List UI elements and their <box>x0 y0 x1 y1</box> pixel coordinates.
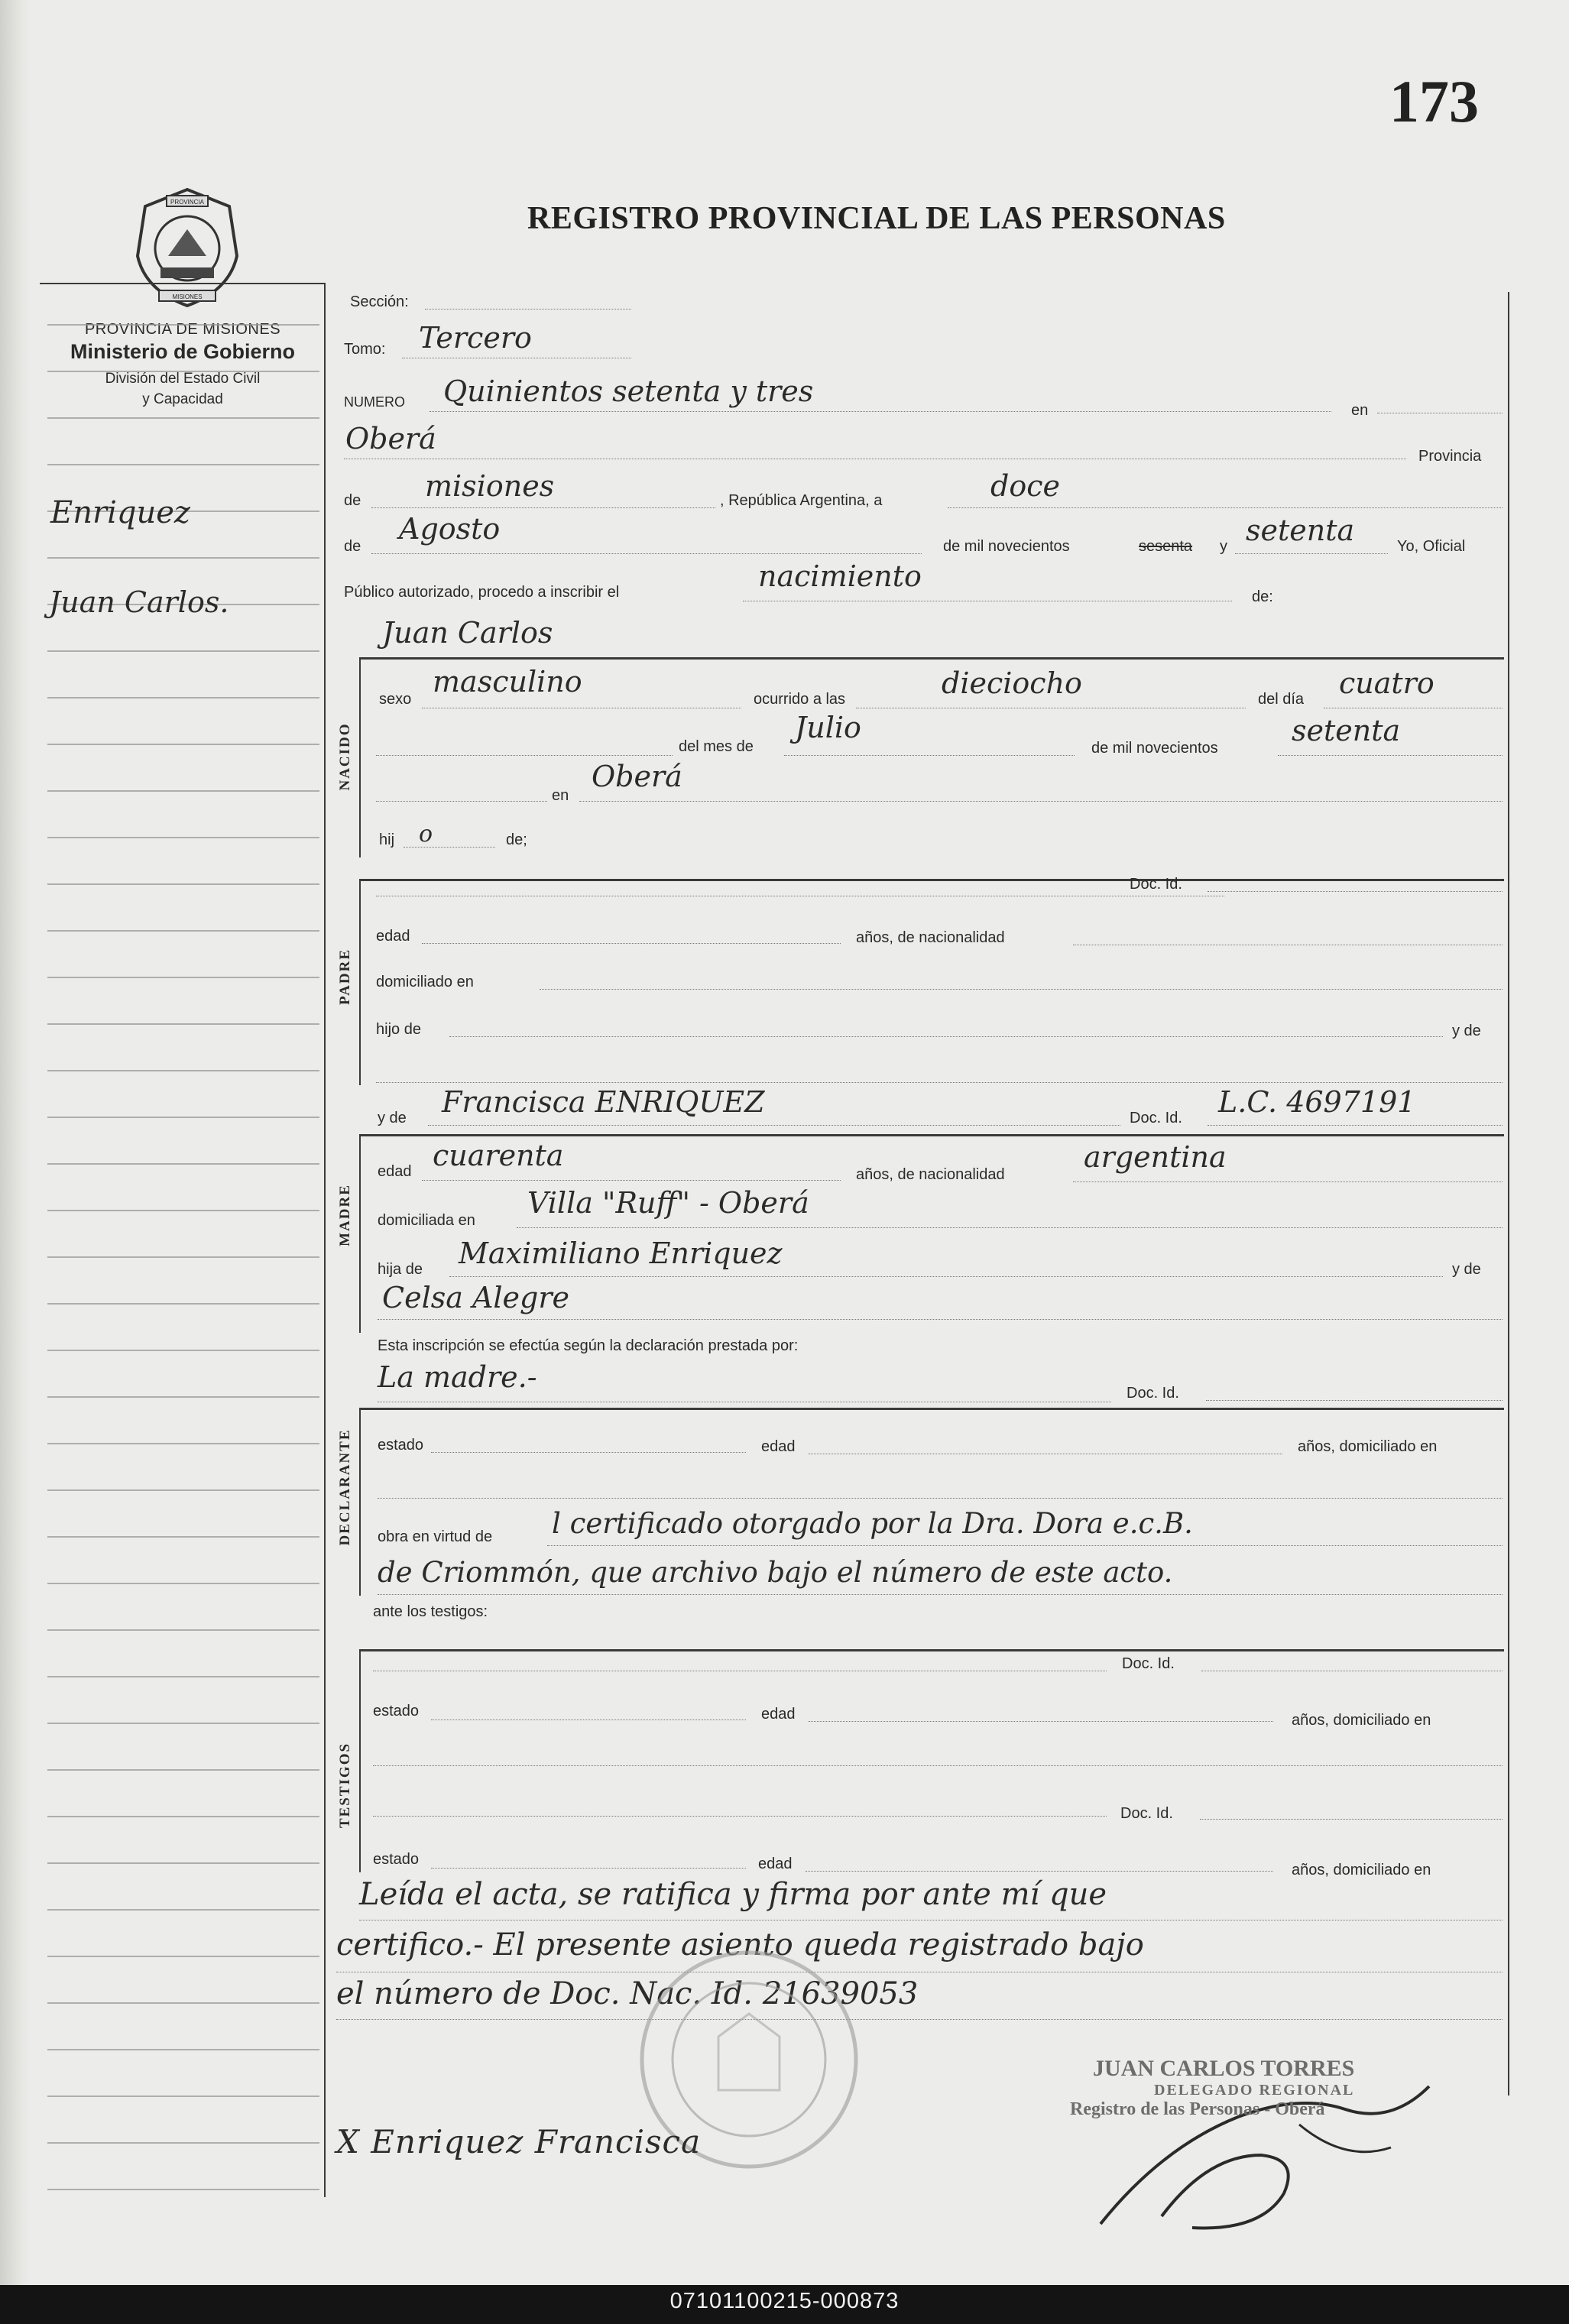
line-doc-padre <box>1208 891 1503 892</box>
section-nacido: NACIDO <box>337 722 353 791</box>
label-nacionalidad-madre: años, de nacionalidad <box>856 1166 1005 1183</box>
binder-edge <box>0 0 31 2285</box>
line-hijo-de <box>449 1036 1443 1037</box>
hw-cierre-1: Leída el acta, se ratifica y firma por ante mí que <box>359 1877 1107 1912</box>
hw-madre-doc: L.C. 4697191 <box>1218 1085 1416 1119</box>
line-madre-abuela <box>378 1319 1503 1320</box>
rule-padre-top <box>359 879 1504 881</box>
rule-nacido-top <box>359 657 1504 660</box>
line-hija-de <box>449 1276 1443 1277</box>
division-subname: y Capacidad <box>142 391 223 407</box>
line-pre-mes <box>376 755 673 756</box>
label-domiciliado-testigo2: años, domiciliado en <box>1292 1862 1431 1878</box>
line-obra-2 <box>378 1594 1503 1595</box>
label-estado-testigo2: estado <box>373 1851 420 1868</box>
hw-ano: setenta <box>1246 514 1355 547</box>
hw-lugar: Oberá <box>345 422 436 455</box>
bracket-nacido <box>359 657 361 857</box>
rule-testigos-top <box>359 1649 1504 1651</box>
section-declarante: DECLARANTE <box>337 1428 353 1546</box>
label-en: en <box>1351 402 1369 419</box>
declarant-signature: X Enriquez Francisca <box>336 2123 702 2160</box>
line-mes <box>371 553 922 554</box>
line-domicilio-madre <box>517 1227 1503 1228</box>
label-del-mes: del mes de <box>679 738 754 755</box>
form-right-border <box>1508 292 1509 2095</box>
label-ante-testigos: ante los testigos: <box>373 1603 488 1620</box>
hw-madre-nacionalidad: argentina <box>1084 1140 1227 1174</box>
hw-mes-nac: Julio <box>795 711 861 744</box>
label-y-de-madre: y de <box>378 1110 407 1126</box>
label-inscripcion: Esta inscripción se efectúa según la declaración prestada por: <box>378 1337 799 1354</box>
line-edad-testigo1 <box>809 1721 1273 1722</box>
label-doc-id-madre: Doc. Id. <box>1130 1110 1182 1126</box>
label-de-colon: de: <box>1252 588 1273 605</box>
line-estado-declarante <box>431 1452 746 1453</box>
label-estado-testigo1: estado <box>373 1703 420 1720</box>
line-cierre-3 <box>336 2019 1503 2020</box>
official-seal <box>1070 2056 1354 2120</box>
line-domicilio-padre <box>540 989 1503 990</box>
line-ano-nac <box>1278 755 1503 756</box>
line-obra-1 <box>547 1545 1503 1546</box>
official-role: DELEGADO REGIONAL <box>1154 2082 1355 2099</box>
label-de-mil-novecientos: de mil novecientos <box>943 538 1070 555</box>
label-seccion: Sección: <box>350 293 409 310</box>
label-edad-madre: edad <box>378 1163 412 1180</box>
section-madre: MADRE <box>337 1184 353 1246</box>
line-ano <box>1235 553 1388 554</box>
official-name: JUAN CARLOS TORRES <box>1093 2056 1355 2081</box>
bracket-declarante <box>359 1408 361 1596</box>
label-domiciliada: domiciliada en <box>378 1212 475 1229</box>
label-doc-id-testigo1: Doc. Id. <box>1122 1655 1175 1672</box>
label-de-semicolon: de; <box>506 831 527 848</box>
label-doc-id-testigo2: Doc. Id. <box>1120 1805 1173 1822</box>
line-padre-abuela <box>376 1082 1503 1083</box>
hw-numero: Quinientos setenta y tres <box>443 374 814 408</box>
rule-declarante-top <box>359 1408 1504 1410</box>
hw-madre-domicilio: Villa "Ruff" - Oberá <box>527 1186 809 1220</box>
line-numero <box>430 411 1331 412</box>
label-yo-oficial: Yo, Oficial <box>1397 538 1466 555</box>
label-obra: obra en virtud de <box>378 1528 493 1545</box>
label-numero: NUMERO <box>344 394 405 410</box>
hw-dia-nac: cuatro <box>1339 666 1434 700</box>
label-ocurrido: ocurrido a las <box>754 691 846 708</box>
line-nacionalidad-madre <box>1073 1181 1503 1182</box>
line-edad-padre <box>422 943 841 944</box>
section-padre: PADRE <box>337 948 353 1006</box>
hw-madre-edad: cuarenta <box>433 1139 564 1172</box>
label-nacionalidad-padre: años, de nacionalidad <box>856 929 1005 946</box>
label-edad-padre: edad <box>376 928 410 945</box>
line-doc-madre <box>1208 1125 1503 1126</box>
line-estado-testigo2 <box>431 1868 746 1869</box>
rule-madre-top <box>359 1134 1504 1136</box>
label-edad-testigo2: edad <box>758 1856 793 1872</box>
section-testigos: TESTIGOS <box>337 1742 353 1829</box>
margin-column-border <box>324 283 326 2197</box>
line-madre-nombre <box>428 1125 1120 1126</box>
label-doc-id-declarante: Doc. Id. <box>1127 1385 1179 1402</box>
division-name: División del Estado Civil <box>105 371 261 387</box>
line-hij <box>404 847 495 848</box>
line-pre-en <box>376 801 547 802</box>
line-doc-testigo2 <box>1200 1819 1503 1820</box>
label-de-provincia: de <box>344 492 361 509</box>
hw-madre-padre: Maximiliano Enriquez <box>459 1237 783 1270</box>
hw-tomo: Tercero <box>419 321 532 355</box>
label-publico: Público autorizado, procedo a inscribir el <box>344 584 620 601</box>
label-domiciliado-declarante: años, domiciliado en <box>1298 1438 1438 1455</box>
label-hij: hij <box>379 831 395 848</box>
document-title: REGISTRO PROVINCIAL DE LAS PERSONAS <box>527 201 1226 236</box>
margin-surname: Enriquez <box>50 495 190 530</box>
line-domicilio-testigo1 <box>373 1765 1503 1766</box>
hw-dia: doce <box>990 469 1060 503</box>
hw-mes: Agosto <box>399 512 501 546</box>
label-en-nac: en <box>552 787 569 804</box>
label-domiciliado-testigo1: años, domiciliado en <box>1292 1712 1431 1729</box>
hw-obra-1: l certificado otorgado por la Dra. Dora e.c.B. <box>552 1507 1193 1540</box>
document-id: 07101100215-000873 <box>669 2289 900 2313</box>
bracket-madre <box>359 1134 361 1333</box>
bracket-testigos <box>359 1649 361 1872</box>
line-dia <box>948 507 1503 508</box>
label-doc-id-padre: Doc. Id. <box>1130 876 1182 893</box>
line-provincia <box>371 507 715 508</box>
label-hijo-de: hijo de <box>376 1021 421 1038</box>
hw-ano-nac: setenta <box>1292 714 1401 747</box>
hw-cierre-2: certifico.- El presente asiento queda registrado bajo <box>336 1927 1144 1963</box>
line-seccion <box>425 309 631 310</box>
hw-lugar-nac: Oberá <box>592 760 682 793</box>
line-testigo2 <box>373 1816 1107 1817</box>
hw-madre-nombre: Francisca ENRIQUEZ <box>442 1085 765 1119</box>
bracket-padre <box>359 879 361 1085</box>
label-republica: , República Argentina, a <box>720 492 883 509</box>
province-name: PROVINCIA DE MISIONES <box>84 321 281 338</box>
line-mes-nac <box>784 755 1075 756</box>
label-sesenta-struck: sesenta <box>1139 538 1193 555</box>
line-doc-declarante <box>1206 1400 1503 1401</box>
label-de-mes: de <box>344 538 361 555</box>
label-domiciliado-padre: domiciliado en <box>376 974 474 990</box>
line-domicilio-declarante <box>378 1498 1503 1499</box>
hw-madre-madre: Celsa Alegre <box>382 1281 570 1314</box>
label-hija-de: hija de <box>378 1261 423 1278</box>
hw-obra-2: de Criommón, que archivo bajo el número de este acto. <box>378 1556 1173 1589</box>
hw-hora: dieciocho <box>942 666 1082 700</box>
official-office: Registro de las Personas - Oberá <box>1070 2099 1325 2119</box>
label-y: y <box>1220 538 1227 555</box>
label-y-de-madre2: y de <box>1452 1261 1481 1278</box>
line-lugar-nac <box>579 801 1503 802</box>
hw-acto: nacimiento <box>758 559 922 593</box>
hw-declarante: La madre.- <box>378 1360 537 1394</box>
label-edad-declarante: edad <box>761 1438 796 1455</box>
label-edad-testigo1: edad <box>761 1706 796 1723</box>
crest-text-top: PROVINCIA <box>170 199 205 206</box>
hw-hij: o <box>419 821 433 848</box>
label-tomo: Tomo: <box>344 341 386 358</box>
label-y-de-padre: y de <box>1452 1023 1481 1039</box>
label-del-dia: del día <box>1258 691 1305 708</box>
hw-nombre: Juan Carlos <box>382 616 553 650</box>
hw-cierre-3: el número de Doc. Nac. Id. 21639053 <box>336 1976 919 2011</box>
hw-sexo: masculino <box>433 665 582 698</box>
page-number: 173 <box>1389 68 1479 135</box>
line-edad-testigo2 <box>806 1871 1273 1872</box>
label-provincia: Provincia <box>1418 448 1482 465</box>
hw-provincia: misiones <box>425 469 555 503</box>
margin-given-names: Juan Carlos. <box>49 585 229 619</box>
label-estado-declarante: estado <box>378 1437 424 1454</box>
crest-text-bottom: MISIONES <box>172 293 203 300</box>
line-edad-madre <box>422 1180 841 1181</box>
ministry-name: Ministerio de Gobierno <box>70 340 296 363</box>
label-sexo: sexo <box>379 691 412 708</box>
margin-ruled-lines <box>47 279 319 2197</box>
label-de-mil-nov-2: de mil novecientos <box>1091 740 1218 757</box>
